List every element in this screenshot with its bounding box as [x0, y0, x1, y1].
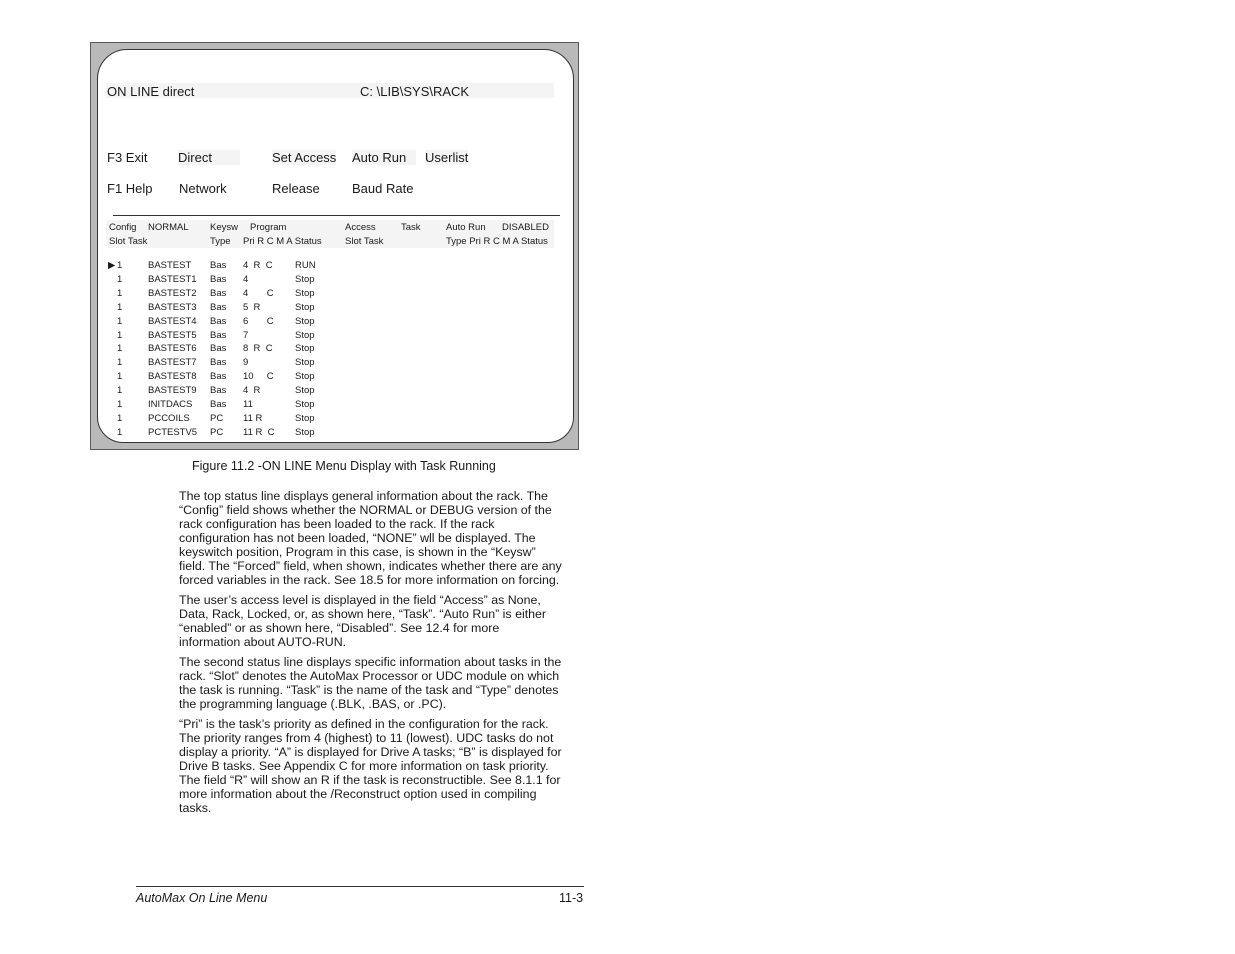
task-priority: 9 [243, 357, 249, 369]
task-slot: 1 [117, 260, 123, 271]
task-name: PCCOILS [148, 412, 190, 424]
task-priority: 10 C [243, 371, 274, 383]
title-path: C: \LIB\SYS\RACK [360, 84, 470, 99]
paragraph: The user’s access level is displayed in the field “Access” as None, Data, Rack, Locked, or, as shown here, “Task”. “Auto Run” is either “enabled” or as shown here, “Disabled”. See 12.4 for more information about AUTO-RUN. [179, 593, 547, 649]
title-left: ON LINE direct [107, 84, 195, 99]
task-priority: 8 R C [243, 343, 273, 355]
footer-title: AutoMax On Line Menu [136, 891, 268, 905]
task-slot: 1 [117, 426, 123, 438]
task-status: Stop [295, 371, 315, 383]
page-number: 11-3 [559, 891, 584, 905]
task-type: Bas [210, 371, 227, 383]
task-status: Stop [295, 343, 315, 355]
task-priority: 4 R [243, 385, 261, 397]
cursor-arrow-icon: ▶ [108, 260, 116, 271]
task-type: Bas [210, 315, 227, 327]
task-name: BASTEST9 [148, 385, 197, 397]
task-priority: 4 C [243, 287, 274, 299]
terminal-screen [97, 49, 574, 443]
task-type: Bas [210, 385, 227, 397]
task-type: Bas [210, 399, 227, 410]
task-priority: 11 R C [243, 426, 275, 438]
task-slot: 1 [117, 287, 123, 299]
task-name: BASTEST4 [148, 315, 197, 327]
menu-direct[interactable]: Direct [178, 150, 240, 165]
task-status: RUN [295, 260, 316, 271]
menu-help[interactable]: F1 Help [107, 181, 153, 196]
task-status: Stop [295, 315, 315, 327]
task-name: BASTEST2 [148, 287, 197, 299]
paragraph: “Pri” is the task’s priority as defined in the configuration for the rack. The priority ranges from 4 (highest) to 11 (lowest). UDC tasks do not display a priority. “A” is displayed for Drive A tasks; “B” is displayed for Drive B tasks. See Appendix C for more information on task priority. The field “R” will show an R if the task is reconstructible. See 8.1.1 for more information about the /Reconstruct option used in compiling tasks. [179, 717, 562, 815]
task-name: BASTEST [148, 260, 192, 271]
task-slot: 1 [117, 399, 123, 410]
task-priority: 5 R [243, 301, 261, 313]
figure-caption: Figure 11.2 -ON LINE Menu Display with Task Running [192, 459, 496, 473]
paragraph: The top status line displays general information about the rack. The “Config” field shows whether the NORMAL or DEBUG version of the rack configuration has been loaded to the rack. If the rack configuration has not been loaded, “NONE” wll be displayed. The keyswitch position, Program in this case, is shown in the “Keysw” field. The “Forced” field, when shown, indicates whether there are any forced variables in the rack. See 18.5 for more information on forcing. [179, 489, 562, 587]
task-name: BASTEST7 [148, 357, 197, 369]
task-type: Bas [210, 260, 227, 271]
config-label: Config [109, 222, 137, 233]
menu-exit[interactable]: F3 Exit [107, 150, 148, 165]
task-type: PC [210, 426, 224, 438]
task-type: Bas [210, 343, 227, 355]
task-slot: 1 [117, 329, 123, 341]
task-name: INITDACS [148, 399, 193, 410]
task-name: BASTEST3 [148, 301, 197, 313]
task-slot: 1 [117, 371, 123, 383]
task-type: Bas [210, 329, 227, 341]
task-status: Stop [295, 329, 315, 341]
divider [113, 215, 560, 216]
task-type: Bas [210, 273, 227, 285]
menu-userlist[interactable]: Userlist [425, 150, 469, 165]
left-pri-header: Pri R C M A Status [243, 236, 322, 247]
task-name: BASTEST6 [148, 343, 197, 355]
task-priority: 4 [243, 273, 249, 285]
menu-network[interactable]: Network [179, 181, 227, 196]
config-value: NORMAL [148, 222, 189, 233]
task-type: PC [210, 412, 224, 424]
task-slot: 1 [117, 343, 123, 355]
task-type: Bas [210, 357, 227, 369]
menu-auto-run[interactable]: Auto Run [352, 150, 416, 165]
menu-set-access[interactable]: Set Access [272, 150, 337, 165]
keysw-value: Program [250, 222, 287, 233]
autorun-value: DISABLED [502, 222, 549, 233]
task-priority: 6 C [243, 315, 274, 327]
task-type: Bas [210, 301, 227, 313]
task-slot: 1 [117, 357, 123, 369]
menu-baud-rate[interactable]: Baud Rate [352, 181, 414, 196]
task-slot: 1 [117, 412, 123, 424]
access-label: Access [345, 222, 376, 233]
task-priority: 11 R [243, 412, 263, 424]
keysw-label: Keysw [210, 222, 238, 233]
autorun-label: Auto Run [446, 222, 486, 233]
access-value: Task [401, 222, 421, 233]
right-slot-task-header: Slot Task [345, 236, 384, 247]
task-status: Stop [295, 426, 315, 438]
task-slot: 1 [117, 385, 123, 397]
task-priority: 11 [243, 399, 253, 410]
task-status: Stop [295, 412, 315, 424]
task-name: BASTEST1 [148, 273, 197, 285]
task-priority: 4 R C [243, 260, 273, 271]
footer-rule [136, 886, 584, 887]
task-status: Stop [295, 399, 315, 410]
task-type: Bas [210, 287, 227, 299]
task-slot: 1 [117, 301, 123, 313]
left-slot-task-header: Slot Task [109, 236, 148, 247]
task-priority: 7 [243, 329, 249, 341]
task-slot: 1 [117, 273, 123, 285]
paragraph: The second status line displays specific information about tasks in the rack. “Slot” denotes the AutoMax Processor or UDC module on which the task is running. “Task” is the name of the task and “Type” denotes the programming language (.BLK, .BAS, or .PC). [179, 655, 562, 711]
task-status: Stop [295, 287, 315, 299]
figure-frame [90, 42, 579, 450]
task-status: Stop [295, 385, 315, 397]
task-name: PCTESTV5 [148, 426, 198, 438]
task-status: Stop [295, 357, 315, 369]
task-slot: 1 [117, 315, 123, 327]
task-status: Stop [295, 273, 315, 285]
task-name: BASTEST5 [148, 329, 197, 341]
task-name: BASTEST8 [148, 371, 197, 383]
left-type-header: Type [210, 236, 231, 247]
menu-release[interactable]: Release [272, 181, 320, 196]
body-text [179, 489, 563, 821]
right-type-pri-header: Type Pri R C M A Status [446, 236, 548, 247]
task-status: Stop [295, 301, 315, 313]
